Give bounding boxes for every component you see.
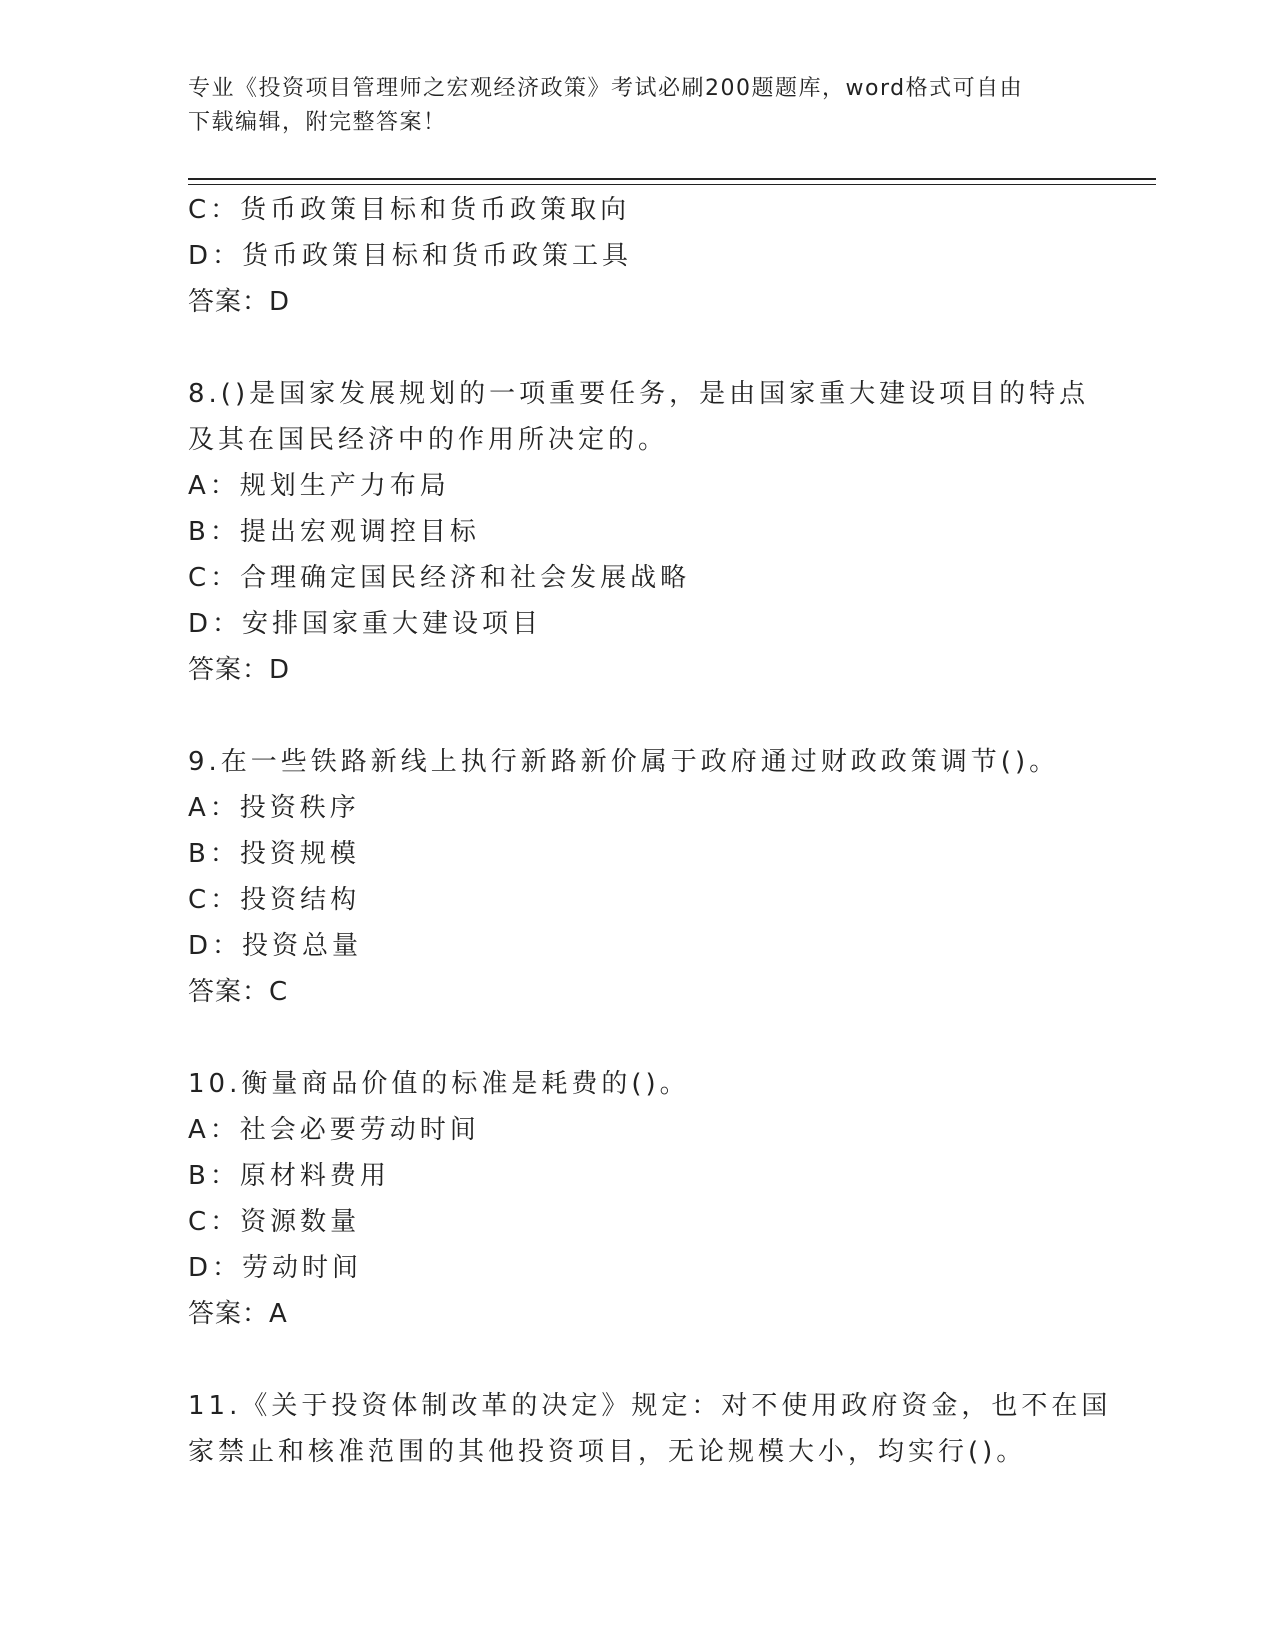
- option-c: C：资源数量: [188, 1207, 361, 1237]
- option-d: D：安排国家重大建设项目: [188, 609, 543, 639]
- option-d: D：劳动时间: [188, 1253, 363, 1283]
- spacer: [188, 1015, 1088, 1061]
- answer-line: 答案：C: [188, 977, 289, 1007]
- question-10: [188, 1061, 1088, 1337]
- option-a: A：规划生产力布局: [188, 471, 450, 501]
- document-header: [188, 72, 1088, 140]
- question-11: [188, 1383, 1112, 1475]
- question-list: [188, 187, 1112, 1475]
- header-divider-thin: [188, 184, 1156, 185]
- option-a: A：社会必要劳动时间: [188, 1115, 480, 1145]
- option-d: D：货币政策目标和货币政策工具: [188, 241, 633, 271]
- question-7-tail: [188, 187, 1088, 325]
- question-stem-line: 11.《关于投资体制改革的决定》规定：对不使用政府资金，也不在国: [188, 1391, 1112, 1421]
- header-divider-thick: [188, 178, 1156, 180]
- question-stem-line: 家禁止和核准范围的其他投资项目，无论规模大小，均实行()。: [188, 1437, 1027, 1467]
- option-b: B：投资规模: [188, 839, 360, 869]
- question-stem-line: 8.()是国家发展规划的一项重要任务，是由国家重大建设项目的特点: [188, 379, 1090, 409]
- answer-line: 答案：A: [188, 1299, 288, 1329]
- option-b: B：提出宏观调控目标: [188, 517, 480, 547]
- option-c: C：货币政策目标和货币政策取向: [188, 195, 631, 225]
- spacer: [188, 693, 1088, 739]
- answer-line: 答案：D: [188, 655, 291, 685]
- spacer: [188, 325, 1088, 371]
- question-stem-line: 10.衡量商品价值的标准是耗费的()。: [188, 1069, 690, 1099]
- header-line-2: 下载编辑，附完整答案！: [188, 110, 447, 135]
- header-line-1: 专业《投资项目管理师之宏观经济政策》考试必刷200题题库，word格式可自由: [188, 76, 1024, 101]
- spacer: [188, 1337, 1088, 1383]
- option-b: B：原材料费用: [188, 1161, 390, 1191]
- option-d: D：投资总量: [188, 931, 363, 961]
- option-c: C：合理确定国民经济和社会发展战略: [188, 563, 691, 593]
- question-9: [188, 739, 1088, 1015]
- question-8: [188, 371, 1088, 693]
- option-c: C：投资结构: [188, 885, 361, 915]
- option-a: A：投资秩序: [188, 793, 360, 823]
- answer-line: 答案：D: [188, 287, 291, 317]
- question-stem-line: 及其在国民经济中的作用所决定的。: [188, 425, 669, 455]
- question-stem-line: 9.在一些铁路新线上执行新路新价属于政府通过财政政策调节()。: [188, 747, 1060, 777]
